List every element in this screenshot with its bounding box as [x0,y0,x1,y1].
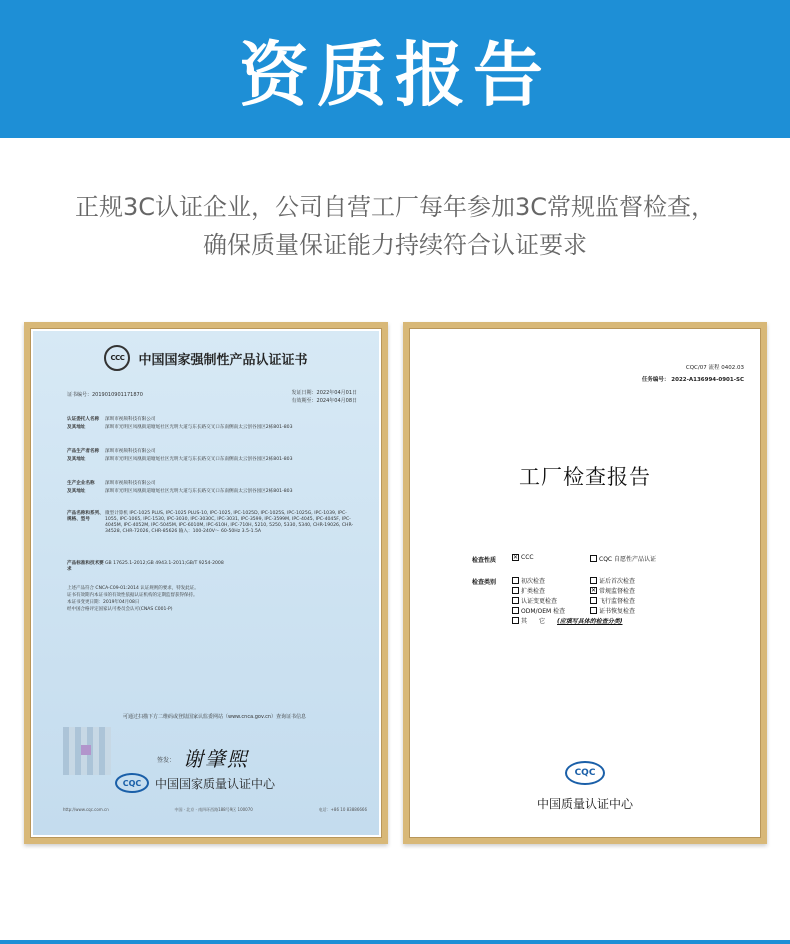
checked-box-icon: ✕ [590,586,597,594]
cqc-logo-icon: CQC [115,773,149,793]
cert-row: 生产企业名称 深圳市视频科技有限公司 [67,481,156,486]
page-title: 资质报告 [239,33,551,116]
inspection-report [412,331,758,835]
sign-label: 签发： [157,757,176,764]
checkbox-icon [512,607,519,614]
checkbox-icon [512,597,519,604]
verify-note: 可通过扫描下方二维码或登陆国家认监委网站（www.cnca.gov.cn）查询证书信息 [123,714,307,720]
type-option: 证后首次检查 [590,576,635,585]
checkbox-icon [590,607,597,614]
cert-row: 认证委托人名称 深圳市视频科技有限公司 [67,417,156,422]
intro-text [0,188,790,264]
checkbox-icon [512,587,519,594]
valid-date: 有效期至：2024年04月08日 [291,398,357,404]
signature: 谢肇煕 [183,747,249,771]
certificate-notes: 上述产品符合 CNCA-C09-01:2014 认证规则的要求，特发此证。 证书有效期内本证书的有效性依据认证机构的定期监督获得保持。 本证书变更日期：2019年04月08日 经中国合格评定国家认可委员会认可(CNAS C001-P) [67,586,199,612]
inspection-report-frame [403,322,767,844]
cert-row: 产品名称和系列、规格、型号 微型计算机 IPC-1025 PLUS, IPC-1025 PLUS-10, IPC-1025, IPC-1025D, IPC-1025S, IPC-1025G, IPC-1039, IPC-1055, IPC-1065, IPC-1530, IPC-3030, IPC-3030C, IPC-3031, IPC-3599, IPC-3599M, IPC-4045, IPC-4045F, IPC-4045M, IPC-4052M, IPC-5045M, IPC-6010M, IPC-610H, IPC-710H, 5210, 5250, 5330, 5340, CHR-19026, CHR-34528, CHR-72026, CHR-85626 输入：100-240V～ 60-50Hz 3.5-1.5A [67,511,354,534]
nature-label: 检查性质 [472,557,497,564]
intro-line-2: 确保质量保证能力持续符合认证要求 [203,231,587,259]
task-number: 任务编号： 2022-A136994-0901-SC [641,377,744,383]
nature-option-cqc: CQC 自愿性产品认证 [590,554,656,563]
checkbox-icon [590,555,597,562]
type-option: ODM/OEM 检查 [512,606,565,615]
cqc-logo-icon: CQC [565,761,605,785]
type-option: 扩类检查 [512,586,545,595]
ccc-logo-icon: CCC [104,345,130,371]
ccc-certificate-frame [24,322,388,844]
cert-row: 产品生产者名称 深圳市视频科技有限公司 [67,449,156,454]
report-title: 工厂检查报告 [519,465,651,489]
type-option: 认证变更检查 [512,596,557,605]
report-issuer [412,761,758,812]
report-issuer-name: 中国质量认证中心 [536,797,633,811]
issuer [115,773,275,793]
type-option-other: 其 它 (应填写具体的检查分类) [512,616,623,625]
type-option: 飞行监督检查 [590,596,635,605]
type-option-checked: ✕ 常规监督检查 [590,586,636,595]
ccc-certificate [33,331,379,835]
cert-row: 及其地址 深圳市光明区凤凰街道塘尾社区光明大道与东长路交叉口东南侧南太云创谷园区2栋801-803 [67,425,293,430]
qr-code [63,727,111,775]
certificate-title: 中国国家强制性产品认证证书 [138,352,308,368]
checkbox-icon [590,597,597,604]
certificate-footer: http://www.cqc.com.cn 中国 · 北京 · 南四环西路188号9区 100070 电话：+86 10 83886666 [63,807,367,812]
type-label: 检查类别 [472,579,497,586]
form-number: CQC/07 流程 0402.03 [685,365,744,371]
checkbox-icon [512,577,519,584]
nature-option-ccc: ✕ CCC [512,553,534,561]
checkbox-icon [590,577,597,584]
checked-box-icon: ✕ [512,553,519,561]
cert-row: 及其地址 深圳市光明区凤凰街道塘尾社区光明大道与东长路交叉口东南侧南太云创谷园区2栋801-803 [67,489,293,494]
certificate-header [33,345,379,371]
type-option: 证书恢复检查 [590,606,635,615]
cert-row: 产品标准和技术要求 GB 17625.1-2012;GB 4943.1-2011;GB/T 9254-2008 [67,561,224,572]
header-banner [0,0,790,138]
certificate-number: 证书编号：2019010901171870 [67,392,143,398]
issuer-name: 中国国家质量认证中心 [155,776,276,791]
bottom-accent-bar [0,940,790,944]
checkbox-icon [512,617,519,624]
type-option: 初次检查 [512,576,545,585]
issue-date: 发证日期：2022年04月01日 [291,390,357,396]
cert-row: 及其地址 深圳市光明区凤凰街道塘尾社区光明大道与东长路交叉口东南侧南太云创谷园区2栋801-803 [67,457,293,462]
intro-line-1: 正规3C认证企业，公司自营工厂每年参加3C常规监督检查， [74,193,716,221]
